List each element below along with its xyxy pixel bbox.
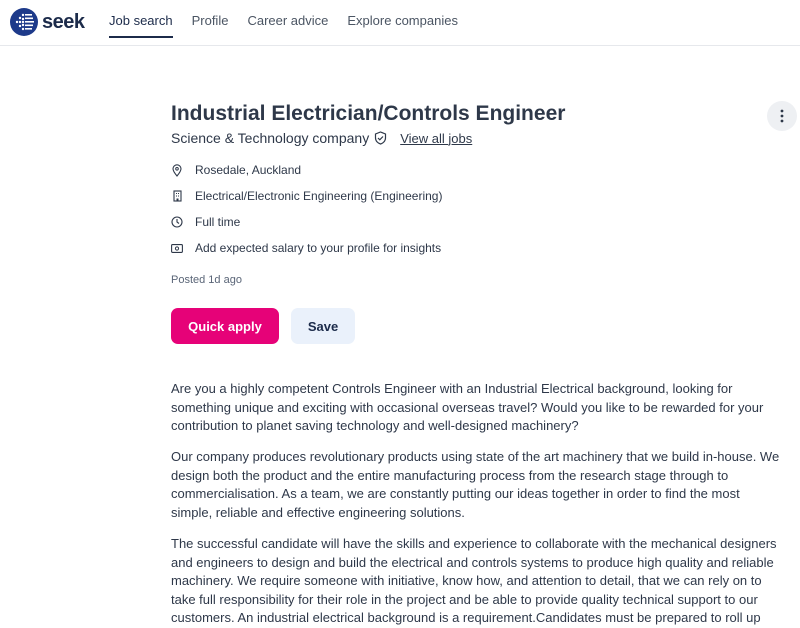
nav-profile[interactable]: Profile [191,13,229,28]
more-options-button[interactable] [767,101,797,131]
brand-name: seek [42,10,85,33]
location-pin-icon [171,163,183,177]
description-paragraph: Are you a highly competent Controls Engineer with an Industrial Electrical background, looking for something unique and exciting with occasional overseas travel? Would you like to be rewarded for your contribution to planet saving technology and well-designed machinery? [171,381,764,433]
posted-date: Posted 1d ago [171,274,242,286]
description-paragraph: Our company produces revolutionary products using state of the art machinery that we build in-house. We design both the product and the entire manufacturing process from the research stage through to commercialisation. As a team, we are constantly putting our ideas together in order to find the most simple, reliable and effective engineering solutions. [171,449,780,520]
building-icon [171,189,183,203]
classification-text[interactable]: Electrical/Electronic Engineering (Engineering) [195,189,443,203]
location-text: Rosedale, Auckland [195,163,302,177]
top-navigation [0,0,800,46]
nav-job-search[interactable]: Job search [109,0,173,46]
description-paragraph: The successful candidate will have the skills and experience to collaborate with the mechanical designers and engineers to design and build the electrical and controls systems to produce high quality and reliable machinery. We require someone with initiative, know how, and attention to detail, that we can rely on to take full responsibility for their role in the project and be able to provide quality technical support to our customers. An industrial electrical background is a requirement.Candidates must be prepared to roll up [171,536,777,625]
job-classification [171,189,442,203]
nav-links [109,0,477,46]
work-type-text: Full time [195,215,241,229]
view-all-jobs-link[interactable]: View all jobs [400,130,473,146]
job-location [171,163,301,177]
nav-explore-companies[interactable]: Explore companies [347,13,458,28]
seek-logo[interactable] [10,8,85,36]
money-icon [171,241,183,255]
nav-career-advice[interactable]: Career advice [247,13,329,28]
more-vertical-icon [780,109,784,123]
seek-logo-icon [10,8,38,36]
company-row [171,130,472,146]
job-salary [171,241,441,255]
save-button[interactable]: Save [291,308,355,344]
job-work-type [171,215,240,229]
quick-apply-button[interactable]: Quick apply [171,308,279,344]
salary-text[interactable]: Add expected salary to your profile for insights [195,241,442,255]
job-title: Industrial Electrician/Controls Engineer [171,102,566,125]
company-name[interactable]: Science & Technology company [171,130,370,146]
verified-shield-icon [374,131,387,145]
clock-icon [171,215,183,229]
